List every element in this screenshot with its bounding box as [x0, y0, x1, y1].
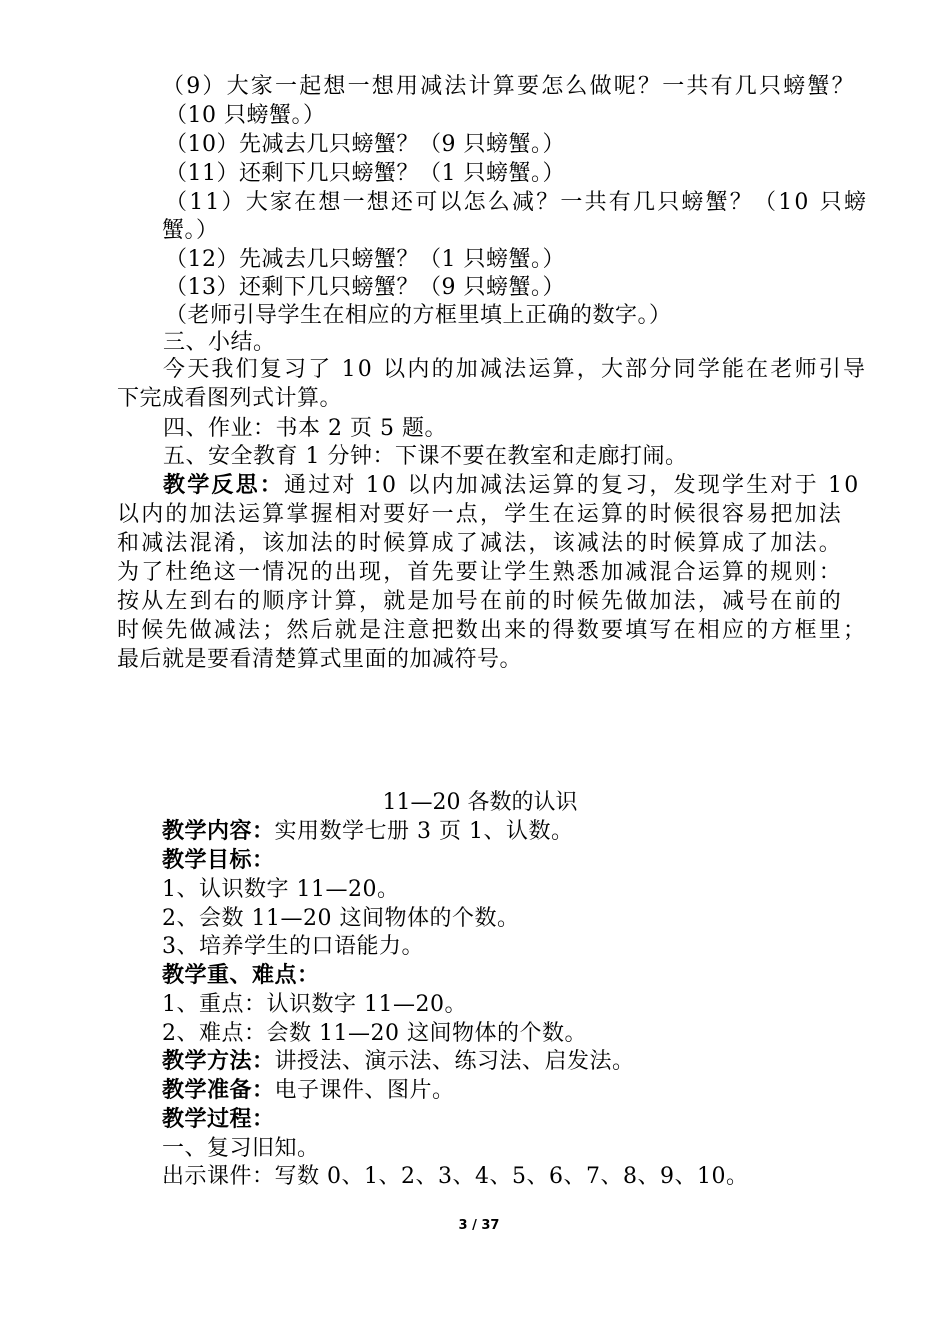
text-line: （11）大家在想一想还可以怎么减？一共有几只螃蟹？（10 只螃 [165, 190, 869, 215]
reflection-line: 按从左到右的顺序计算，就是加号在前的时候先做加法，减号在前的 [117, 589, 844, 614]
teaching-content [162, 817, 574, 846]
reflection-paragraph-start [163, 471, 860, 500]
reflection-line: 最后就是要看清楚算式里面的加减符号。 [117, 647, 523, 672]
key-points-label: 教学重、难点： [162, 962, 320, 988]
section-heading: 五、安全教育 1 分钟：下课不要在教室和走廊打闹。 [163, 444, 688, 469]
reflection-label: 教学反思： [163, 472, 285, 498]
goal-item: 1、认识数字 11—20。 [162, 877, 400, 902]
text-line: （10 只螃蟹。） [165, 103, 326, 128]
text-line: 今天我们复习了 10 以内的加减法运算，大部分同学能在老师引导 [163, 357, 868, 382]
process-line: 一、复习旧知。 [162, 1136, 320, 1161]
text-line: 蟹。） [162, 218, 219, 243]
lesson-title: 11—20 各数的认识 [382, 790, 578, 815]
teaching-method [162, 1047, 635, 1076]
method-label: 教学方法： [162, 1048, 275, 1074]
key-point-item: 2、难点：会数 11—20 这间物体的个数。 [162, 1021, 587, 1046]
reflection-line: 以内的加法运算掌握相对要好一点，学生在运算的时候很容易把加法 [117, 502, 844, 527]
process-label: 教学过程： [162, 1106, 275, 1132]
text-line: （老师引导学生在相应的方框里填上正确的数字。） [165, 303, 672, 328]
text-line: （12）先减去几只螃蟹？（1 只螃蟹。） [165, 247, 565, 272]
goal-item: 3、培养学生的口语能力。 [162, 934, 424, 959]
text-line: （11）还剩下几只螃蟹？（1 只螃蟹。） [165, 161, 565, 186]
section-heading: 三、小结。 [163, 330, 276, 355]
teaching-preparation [162, 1076, 455, 1105]
goal-item: 2、会数 11—20 这间物体的个数。 [162, 906, 520, 931]
process-line: 出示课件：写数 0、1、2、3、4、5、6、7、8、9、10。 [162, 1164, 749, 1189]
reflection-line: 时候先做减法；然后就是注意把数出来的得数要填写在相应的方框里； [117, 618, 868, 643]
method-value: 讲授法、演示法、练习法、启发法。 [274, 1049, 635, 1074]
prep-value: 电子课件、图片。 [274, 1078, 455, 1103]
reflection-line: 为了杜绝这一情况的出现，首先要让学生熟悉加减混合运算的规则： [117, 560, 844, 585]
reflection-line: 和减法混淆，该加法的时候算成了减法，该减法的时候算成了加法。 [117, 531, 844, 556]
text-line: 下完成看图列式计算。 [117, 386, 343, 411]
section-heading: 四、作业：书本 2 页 5 题。 [163, 416, 447, 441]
content-value: 实用数学七册 3 页 1、认数。 [274, 819, 574, 844]
reflection-text: 通过对 10 以内加减法运算的复习，发现学生对于 10 [284, 473, 861, 498]
content-label: 教学内容： [162, 818, 275, 844]
goals-label: 教学目标： [162, 847, 275, 873]
text-line: （9）大家一起想一想用减法计算要怎么做呢？一共有几只螃蟹？ [162, 74, 856, 99]
page-number: 3 / 37 [458, 1218, 500, 1233]
text-line: （13）还剩下几只螃蟹？（9 只螃蟹。） [165, 275, 565, 300]
key-point-item: 1、重点：认识数字 11—20。 [162, 992, 467, 1017]
prep-label: 教学准备： [162, 1077, 275, 1103]
text-line: （10）先减去几只螃蟹？（9 只螃蟹。） [165, 132, 565, 157]
